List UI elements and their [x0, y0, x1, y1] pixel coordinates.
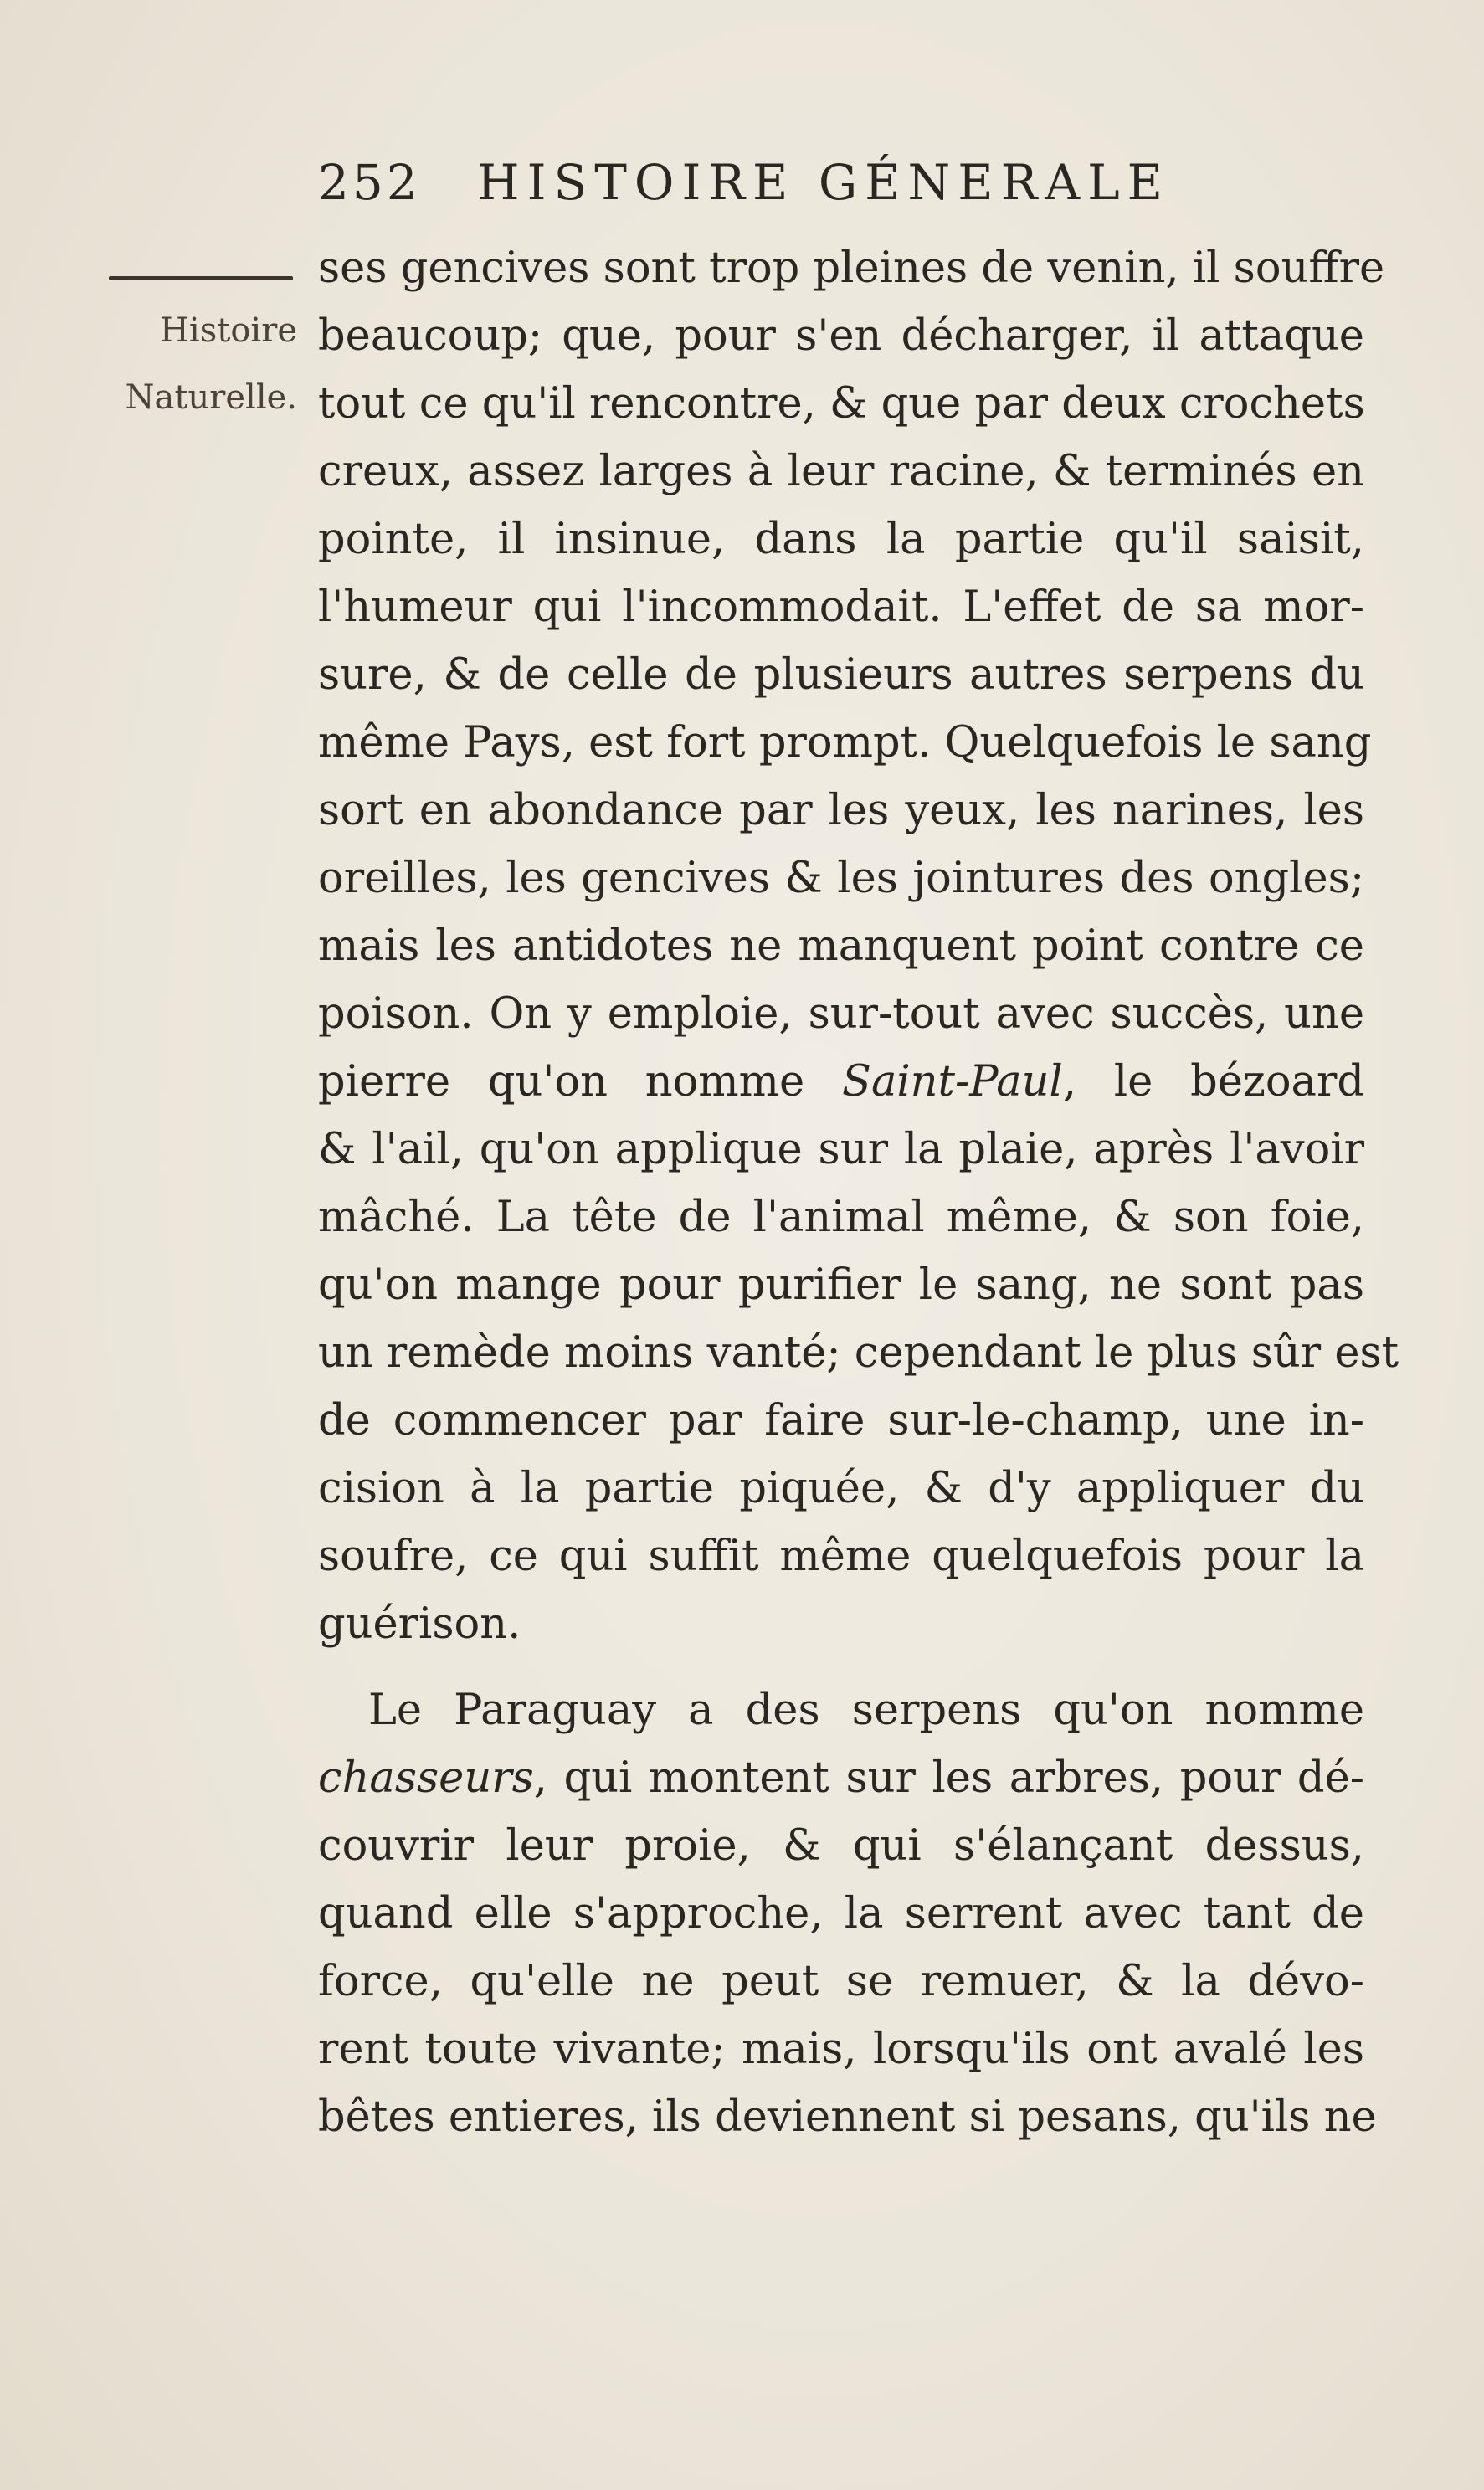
text-run: , qui montent sur les arbres, pour dé-	[533, 1753, 1364, 1803]
text-line: quand elle s'approche, la serrent avec tant de	[318, 1889, 1364, 1938]
text-line: beaucoup; que, pour s'en décharger, il attaque	[318, 311, 1364, 361]
text-line: même Pays, est fort prompt. Quelquefois le sang	[318, 718, 1372, 768]
text-run: pierre qu'on nomme	[318, 1057, 843, 1106]
text-line: bêtes entieres, ils deviennent si pesans, qu'ils ne	[318, 2092, 1377, 2142]
paragraph	[318, 234, 1399, 1658]
paragraph	[318, 1676, 1377, 2151]
text-line: Le Paraguay a des serpens qu'on nomme	[368, 1686, 1364, 1735]
text-line: couvrir leur proie, & qui s'élançant dessus,	[318, 1821, 1364, 1871]
text-line: pointe, il insinue, dans la partie qu'il saisit,	[318, 515, 1364, 564]
text-line: oreilles, les gencives & les jointures des ongles;	[318, 854, 1364, 903]
marginal-note-line: Histoire	[160, 311, 297, 350]
paragraph-gap	[318, 1658, 1364, 1676]
italic-term: chasseurs	[318, 1753, 534, 1803]
text-line: mâché. La tête de l'animal même, & son foie,	[318, 1193, 1364, 1242]
text-line: mais les antidotes ne manquent point contre ce	[318, 922, 1364, 971]
text-run: , le bézoard	[1062, 1057, 1364, 1106]
body-text	[318, 234, 1399, 2151]
italic-term: Saint-Paul	[842, 1057, 1063, 1106]
text-line: qu'on mange pour purifier le sang, ne sont pas	[318, 1260, 1364, 1310]
text-line: cision à la partie piquée, & d'y appliquer du	[318, 1464, 1364, 1513]
text-line: guérison.	[318, 1599, 521, 1649]
text-line: de commencer par faire sur-le-champ, une in-	[318, 1396, 1364, 1445]
marginal-note	[96, 297, 297, 431]
text-line: ses gencives sont trop pleines de venin, il souffre	[318, 244, 1385, 293]
text-line: sure, & de celle de plusieurs autres serpens du	[318, 650, 1364, 700]
text-line: tout ce qu'il rencontre, & que par deux crochets	[318, 379, 1365, 429]
running-title: HISTOIRE GÉNERALE	[477, 154, 1170, 211]
text-line: force, qu'elle ne peut se remuer, & la dévo-	[318, 1957, 1364, 2006]
text-line: un remède moins vanté; cependant le plus sûr est	[318, 1328, 1399, 1378]
text-line: poison. On y emploie, sur-tout avec succès, une	[318, 989, 1364, 1039]
text-line: l'humeur qui l'incommodait. L'effet de sa mor-	[318, 583, 1364, 632]
text-line: sort en abondance par les yeux, les narines, les	[318, 786, 1364, 835]
text-line: soufre, ce qui suffit même quelquefois pour la	[318, 1532, 1364, 1581]
running-head	[318, 149, 1222, 216]
text-line	[318, 1744, 1364, 1812]
text-line: & l'ail, qu'on applique sur la plaie, après l'avoir	[318, 1125, 1364, 1174]
marginal-note-line: Naturelle.	[125, 378, 297, 417]
page-number: 252	[318, 154, 421, 211]
text-line	[318, 1048, 1364, 1116]
margin-rule	[109, 276, 293, 280]
text-line: rent toute vivante; mais, lorsqu'ils ont avalé les	[318, 2025, 1364, 2074]
text-line: creux, assez larges à leur racine, & terminés en	[318, 447, 1364, 496]
